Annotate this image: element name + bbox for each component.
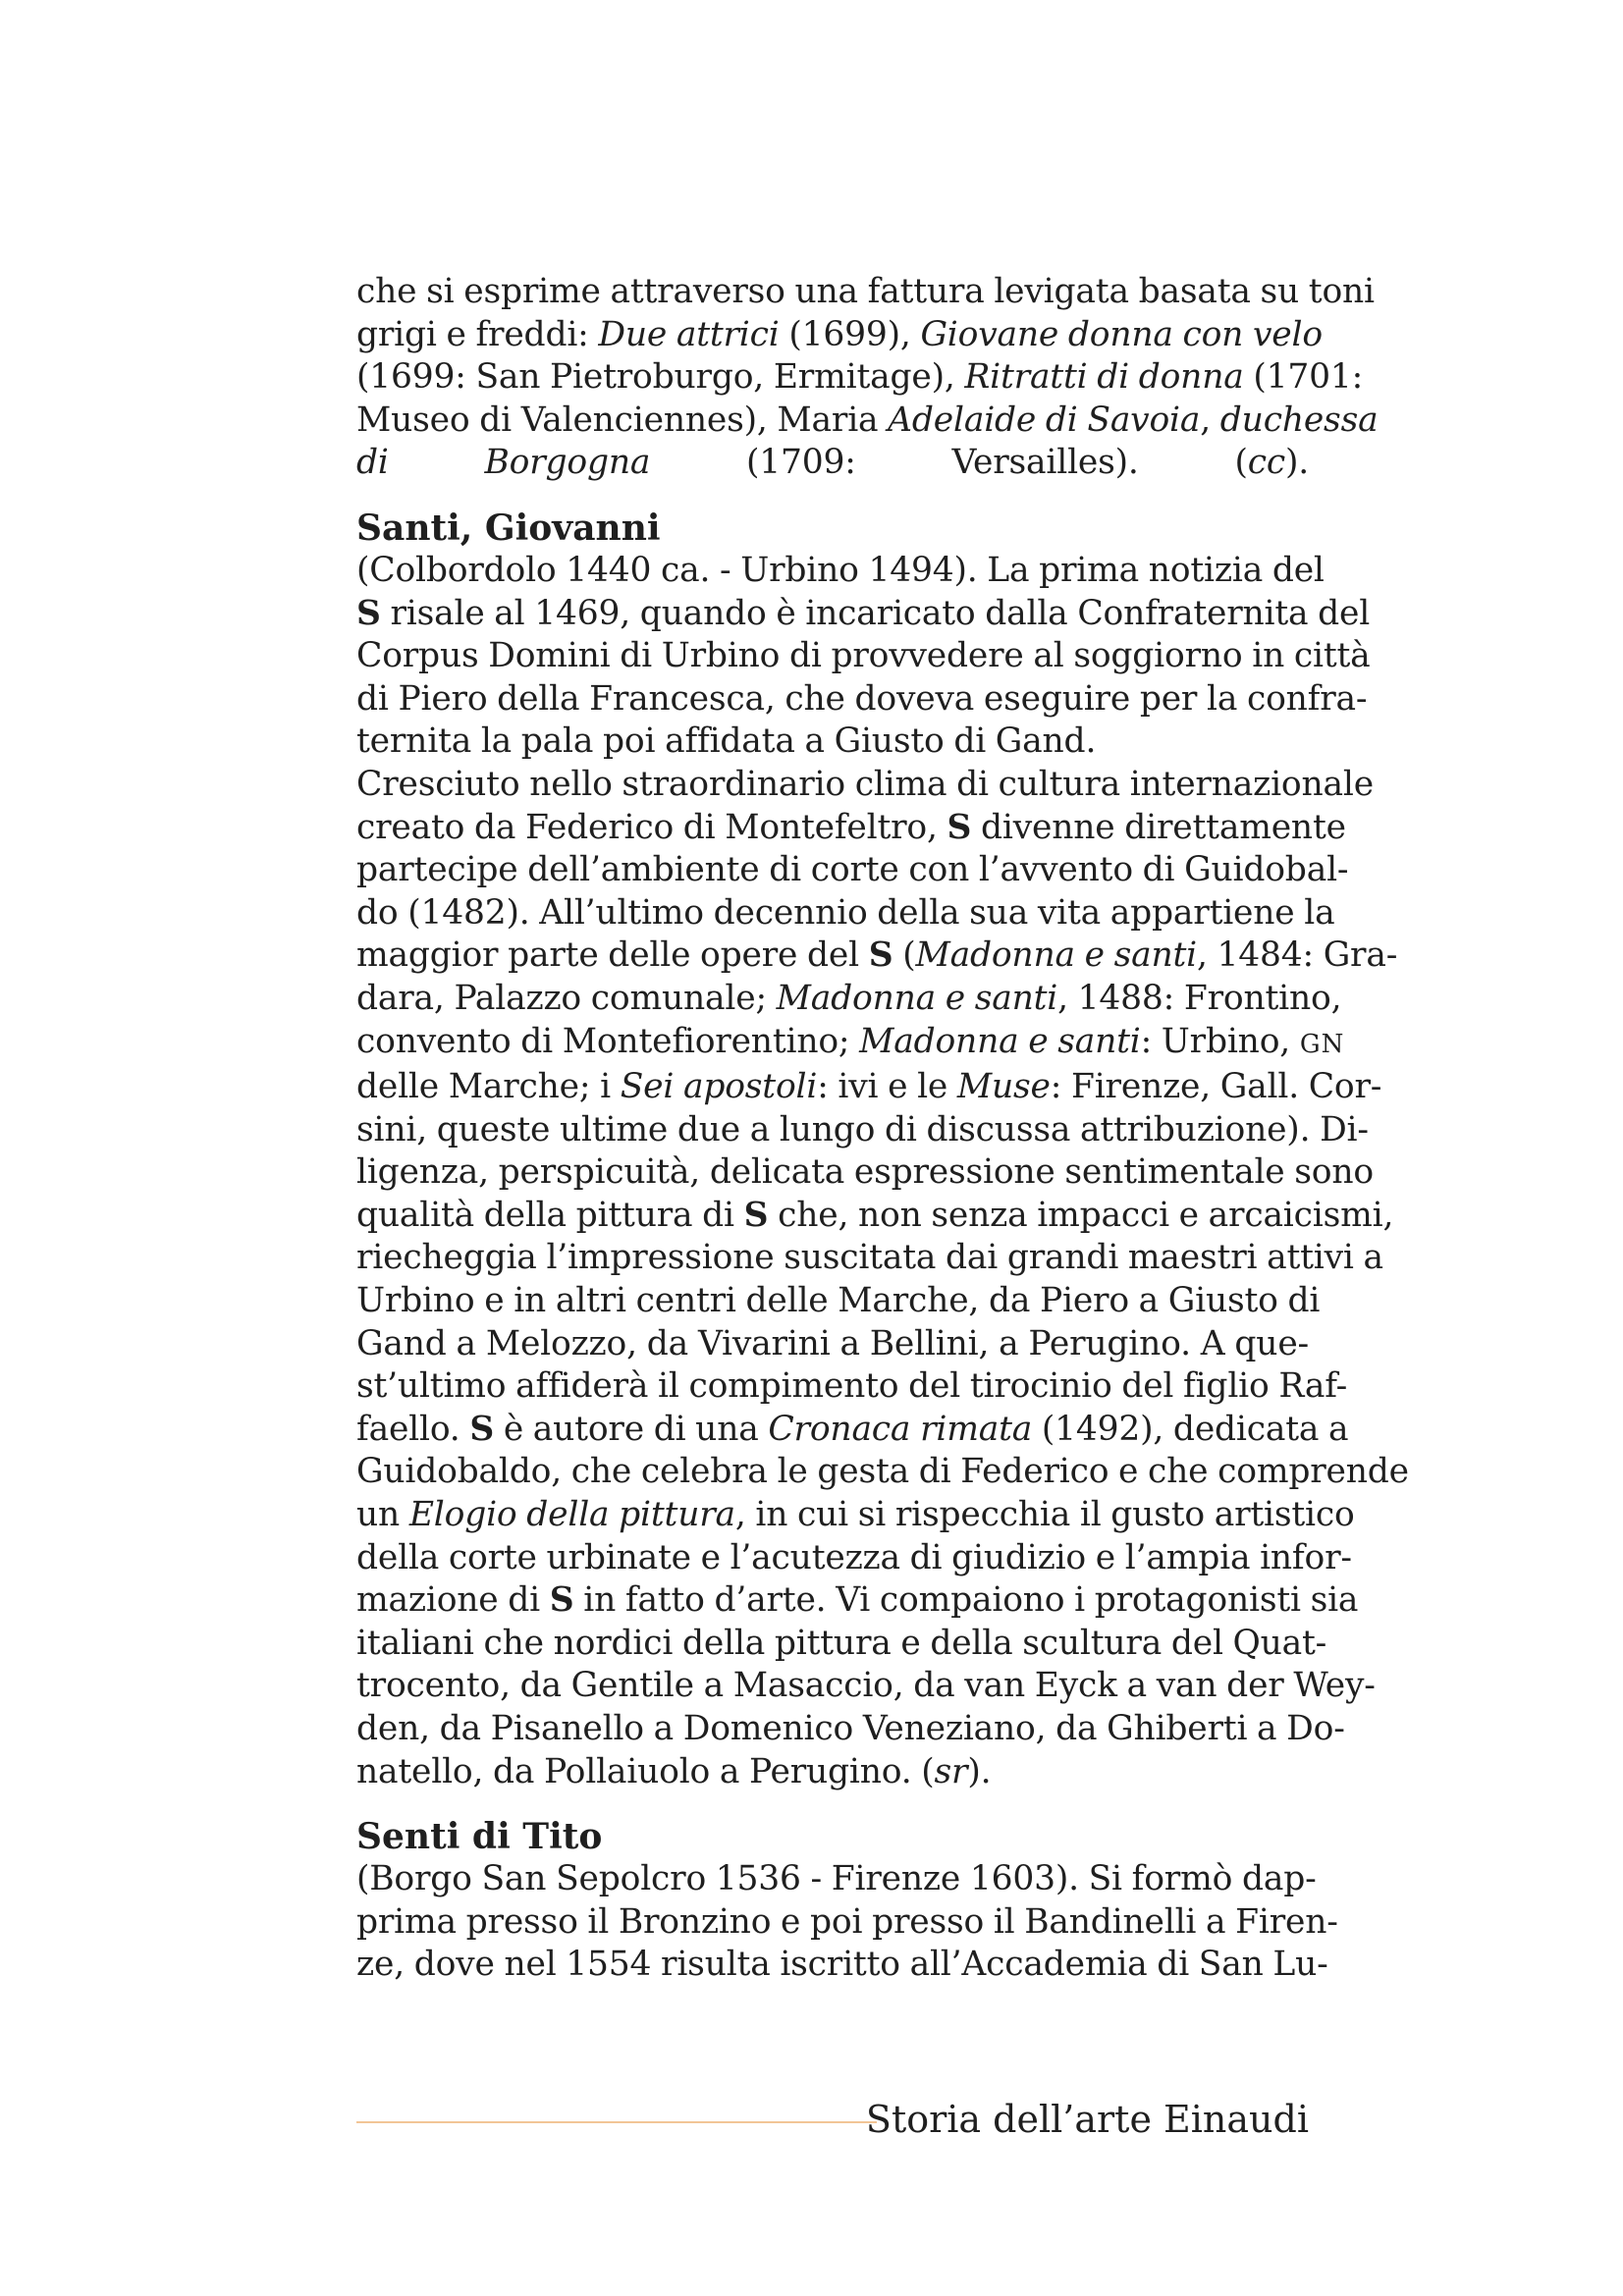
text-line: ligenza, perspicuità, delicata espressione sentimentale sono — [356, 1152, 1374, 1193]
entry-paragraph — [356, 550, 1371, 764]
intro-paragraph — [356, 271, 1379, 485]
text-line: di Piero della Francesca, che doveva eseguire per la confra- — [356, 678, 1368, 719]
text-line: (1699: San Pietroburgo, Ermitage), Ritratti di donna (1701: — [356, 357, 1364, 398]
entry-paragraph — [356, 1858, 1338, 1987]
italic-title: Muse — [956, 1067, 1051, 1107]
text-line: grigi e freddi: Due attrici (1699), Giovane donna con velo — [356, 314, 1323, 354]
text-line: Guidobaldo, che celebra le gesta di Federico e che comprende — [356, 1452, 1409, 1492]
italic-title: Ritratti di donna — [964, 357, 1244, 398]
text-line: ternita la pala poi affidata a Giusto di Gand. — [356, 721, 1097, 762]
page-body — [356, 271, 1409, 1987]
text-line: Museo di Valenciennes), Maria Adelaide di Savoia, duchessa — [356, 400, 1379, 440]
text-line: riecheggia l’impressione suscitata dai grandi maestri attivi a — [356, 1238, 1383, 1278]
bold-abbreviation: S — [356, 593, 381, 633]
text-line: prima presso il Bronzino e poi presso il Bandinelli a Firen- — [356, 1901, 1338, 1942]
text-line: delle Marche; i Sei apostoli: ivi e le Muse: Firenze, Gall. Cor- — [356, 1067, 1382, 1107]
italic-title: Sei apostoli — [620, 1067, 818, 1107]
text-line: creato da Federico di Montefeltro, S divenne direttamente — [356, 807, 1346, 847]
text-line: natello, da Pollaiuolo a Perugino. (sr). — [356, 1751, 992, 1791]
entry-heading-santi-giovanni: Santi, Giovanni — [356, 507, 661, 549]
text-line: della corte urbinate e l’acutezza di giudizio e l’ampia infor- — [356, 1537, 1352, 1577]
text-line: maggior parte delle opere del S (Madonna e santi, 1484: Gra- — [356, 935, 1398, 976]
text-line: convento di Montefiorentino; Madonna e santi: Urbino, GN — [356, 1021, 1345, 1061]
bold-abbreviation: S — [947, 807, 972, 847]
italic-title: Madonna e santi — [915, 935, 1197, 976]
footer-rule — [356, 2121, 877, 2123]
text-line: mazione di S in fatto d’arte. Vi compaiono i protagonisti sia — [356, 1580, 1359, 1621]
text-line: faello. S è autore di una Cronaca rimata (1492), dedicata a — [356, 1409, 1349, 1449]
text-line: (Colbordolo 1440 ca. - Urbino 1494). La prima notizia del — [356, 550, 1325, 590]
text-line: (Borgo San Sepolcro 1536 - Firenze 1603). Si formò dap- — [356, 1859, 1317, 1899]
text-line: S risale al 1469, quando è incaricato dalla Confraternita del — [356, 593, 1371, 633]
italic-title: Elogio della pittura — [408, 1495, 735, 1535]
italic-title: Due attrici — [598, 314, 780, 354]
italic-title: di Borgogna — [356, 443, 651, 483]
italic-title: Giovane donna con velo — [920, 314, 1323, 354]
italic-title: sr — [934, 1751, 968, 1791]
text-line: den, da Pisanello a Domenico Veneziano, da Ghiberti a Do- — [356, 1709, 1345, 1748]
text-line: Corpus Domini di Urbino di provvedere al soggiorno in città — [356, 636, 1371, 676]
italic-title: Madonna e santi — [776, 978, 1058, 1018]
text-line: italiani che nordici della pittura e della scultura del Quat- — [356, 1623, 1327, 1663]
intro-text — [356, 271, 1379, 485]
bold-abbreviation: S — [469, 1409, 495, 1449]
text-line: trocento, da Gentile a Masaccio, da van Eyck a van der Wey- — [356, 1666, 1376, 1706]
text-line: qualità della pittura di S che, non senza impacci e arcaicismi, — [356, 1195, 1394, 1235]
small-caps-abbreviation: GN — [1299, 1029, 1345, 1059]
text-line: che si esprime attraverso una fattura levigata basata su toni — [356, 272, 1375, 311]
text-line: st’ultimo affiderà il compimento del tirocinio del figlio Raf- — [356, 1366, 1348, 1407]
entry-paragraph — [356, 764, 1409, 1793]
italic-title: Cronaca rimata — [768, 1409, 1033, 1449]
text-line: Gand a Melozzo, da Vivarini a Bellini, a Perugino. A que- — [356, 1323, 1309, 1363]
text-line: partecipe dell’ambiente di corte con l’avvento di Guidobal- — [356, 850, 1349, 890]
entry-body-santi-giovanni — [356, 550, 1409, 1793]
text-line: un Elogio della pittura, in cui si rispecchia il gusto artistico — [356, 1495, 1355, 1535]
section-gap — [356, 485, 1309, 507]
bold-abbreviation: S — [549, 1580, 574, 1621]
text-line: di Borgogna (1709: Versailles). (cc). — [356, 443, 1309, 483]
italic-title: duchessa — [1219, 400, 1379, 440]
section-gap — [356, 1793, 1309, 1815]
text-line: Cresciuto nello straordinario clima di cultura internazionale — [356, 764, 1374, 804]
italic-title: Adelaide di Savoia — [888, 400, 1201, 440]
bold-abbreviation: S — [868, 935, 893, 976]
text-line: sini, queste ultime due a lungo di discussa attribuzione). Di- — [356, 1109, 1369, 1149]
entry-body-senti-di-tito — [356, 1858, 1338, 1987]
bold-abbreviation: S — [743, 1195, 769, 1235]
page-footer — [356, 2095, 1309, 2144]
text-line: dara, Palazzo comunale; Madonna e santi, 1488: Frontino, — [356, 978, 1342, 1018]
text-line: Urbino e in altri centri delle Marche, da Piero a Giusto di — [356, 1281, 1321, 1321]
entry-heading-senti-di-tito: Senti di Tito — [356, 1816, 603, 1858]
italic-title: Madonna e santi — [859, 1021, 1141, 1061]
italic-title: cc — [1247, 443, 1285, 483]
text-line: ze, dove nel 1554 risulta iscritto all’Accademia di San Lu- — [356, 1945, 1328, 1985]
footer-title: Storia dell’arte Einaudi — [865, 2098, 1309, 2141]
text-line: do (1482). All’ultimo decennio della sua vita appartiene la — [356, 892, 1335, 933]
